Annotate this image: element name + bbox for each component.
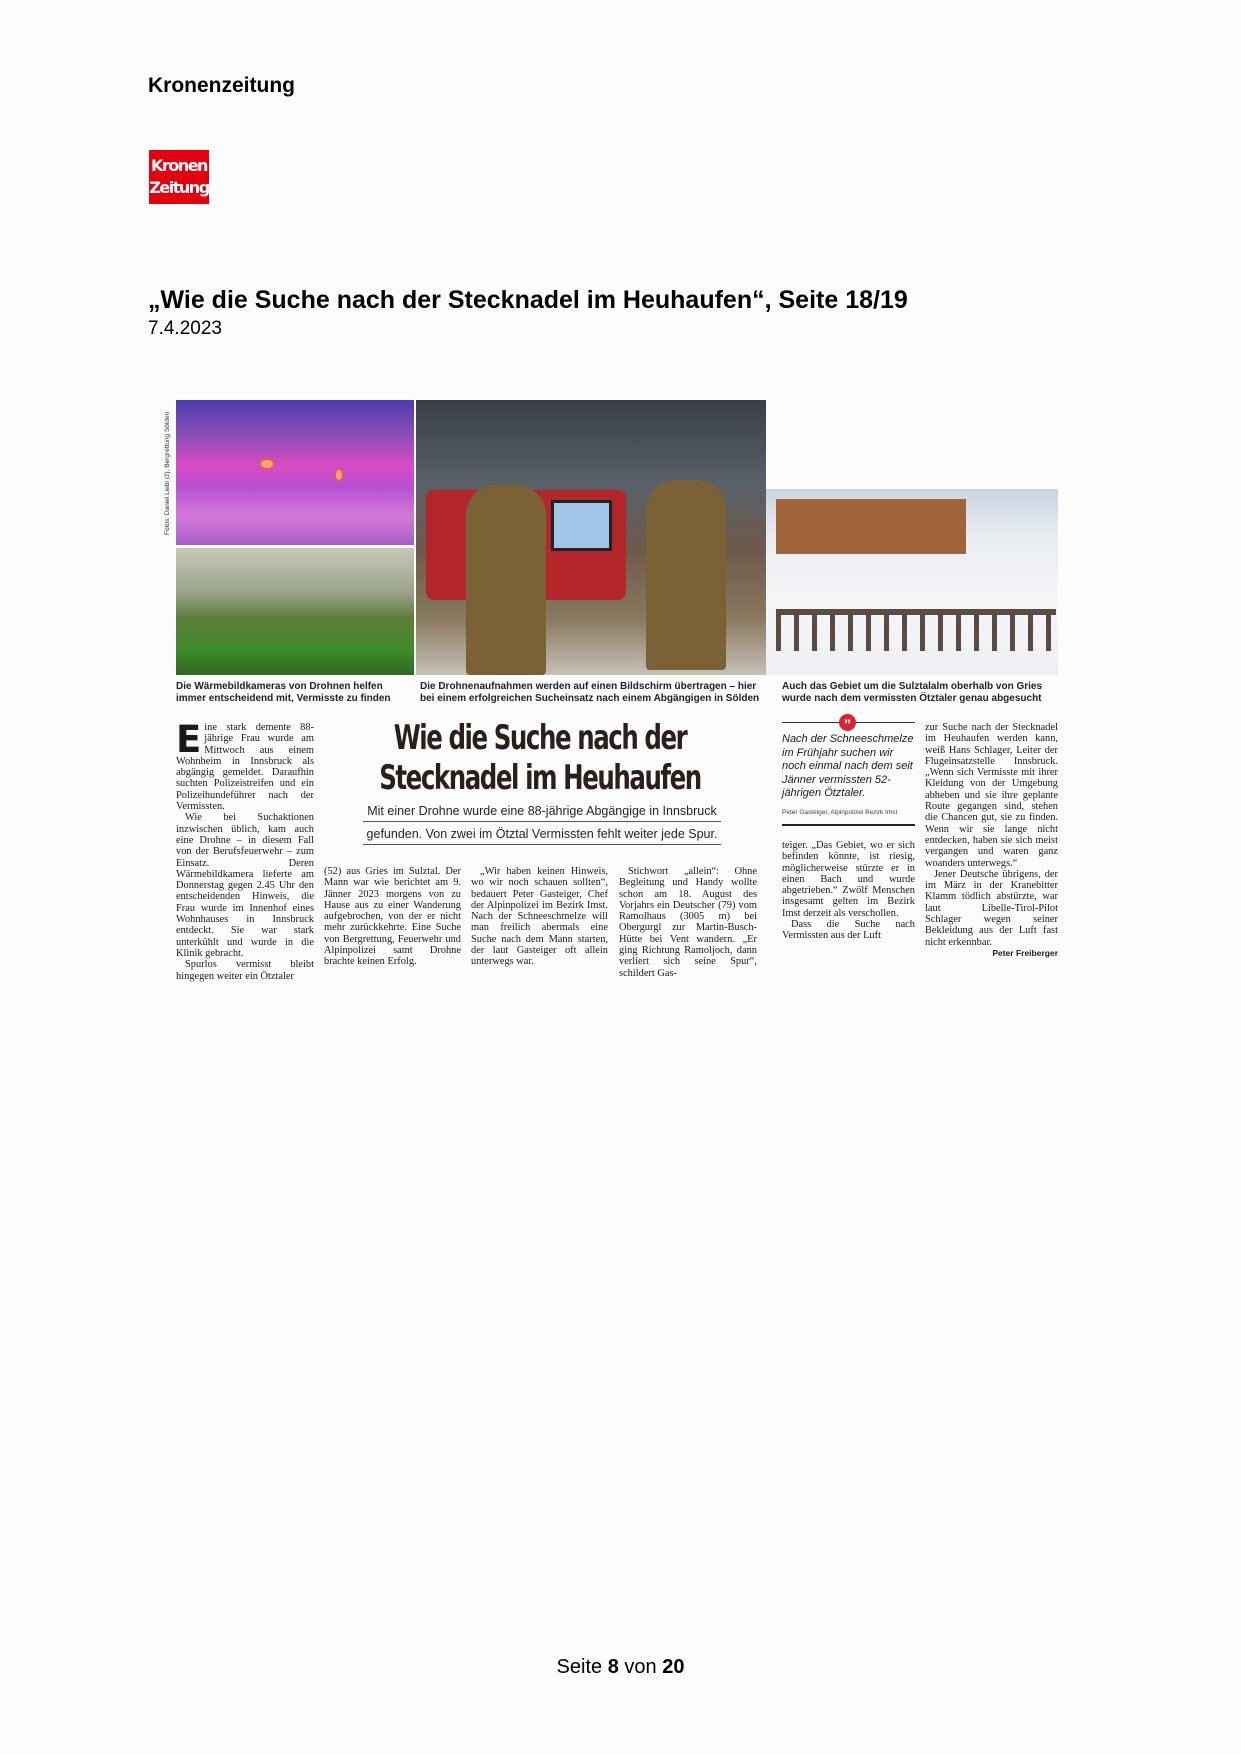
current-page: 8 <box>607 1656 619 1678</box>
article-column-6 <box>925 722 1058 959</box>
firefighters-drone-screen-photo <box>416 400 766 675</box>
paragraph: Dass die Suche nach Vermissten aus der Luft <box>782 919 915 942</box>
snowy-alm-photo <box>766 489 1058 675</box>
paragraph: Jener Deutsche übrigens, der im März in der Kranebitter Klamm tödlich abstürzte, war laut Libelle-Tirol-Pilot Schlager wegen seiner Bekleidung aus der Luft fast nicht erkennbar. <box>925 868 1058 948</box>
paragraph: „Wir haben keinen Hinweis, wo wir noch schauen sollten“, bedauert Peter Gasteiger, Chef der Alpinpolizei im Bezirk Imst. Nach der Schneeschmelze will man freilich abermals eine Suche nach dem Mann starten, der laut Gasteiger oft allein unterwegs war. <box>471 866 608 968</box>
pull-quote <box>782 713 915 826</box>
firefighter <box>646 480 726 670</box>
paragraph: Stichwort „allein“: Ohne Begleitung und Handy wollte schon am 18. August des Vorjahrs ein Deutscher (79) vom Ramolhaus (3005 m) bei Obergurgl zur Martin-Busch-Hütte bei Vent wandern. „Er ging Richtung Ramoljoch, dann verliert sich seine Spur“, schildert Gas- <box>619 866 757 979</box>
caption-drone: Die Drohnenaufnahmen werden auf einen Bildschirm übertragen – hier bei einem erfolgreichen Sucheinsatz nach einem Abgängigen in Sölden <box>420 681 760 704</box>
paragraph: zur Suche nach der Stecknadel im Heuhaufen werden kann, weiß Hans Schlager, Leiter der Flugeinsatzstelle Innsbruck. „Wenn sich Vermisste mit ihrer Kleidung von der Umgebung abheben und sie ihre geplante Route gegangen sind, stehen die Chancen gut, sie zu finden. Wenn wir sie lange nicht entdecken, haben sie sich meist vergangen und waren ganz woanders unterwegs.“ <box>925 722 1058 869</box>
footer-of: von <box>624 1656 657 1678</box>
subheadline-text: gefunden. Von zwei im Ötztal Vermissten fehlt weiter jede Spur. <box>363 824 722 845</box>
wooden-bridge <box>776 609 1056 651</box>
caption-thermal: Die Wärmebildkameras von Drohnen helfen immer entscheidend mit, Vermisste zu finden <box>176 681 391 704</box>
logo-line-1: Kronen <box>151 156 207 175</box>
subheadline-line-1 <box>342 801 742 822</box>
author-byline: Peter Freiberger <box>992 947 1058 958</box>
article-column-4 <box>619 866 757 979</box>
document-date: 7.4.2023 <box>148 318 222 339</box>
drop-cap: E <box>176 718 202 761</box>
quote-and-column-5 <box>782 713 915 942</box>
thermal-camera-photo <box>176 400 414 545</box>
caption-sulztalalm: Auch das Gebiet um die Sulztalalm oberhalb von Gries wurde nach dem vermissten Ötztaler genau abgesucht <box>782 681 1043 704</box>
firefighter <box>466 485 546 675</box>
photo-credit <box>164 405 178 535</box>
paragraph: ine stark demente 88-jährige Frau wurde am Mittwoch aus einem Wohnheim in Innsbruck als abgängig gemeldet. Daraufhin suchten Polizeistreifen und ein Polizeihundeführer nach der Vermissten. <box>176 722 314 813</box>
paragraph: teiger. „Das Gebiet, wo er sich befinden könnte, ist riesig, möglicherweise stürzte er in einen Bach und wurde abgetrieben.“ Zwölf Menschen insgesamt gelten im Bezirk Imst derzeit als verschollen. <box>782 839 915 919</box>
heat-spot <box>261 460 273 468</box>
source-name: Kronenzeitung <box>148 74 295 97</box>
document-title: „Wie die Suche nach der Stecknadel im Heuhaufen“, Seite 18/19 <box>148 286 908 314</box>
article-column-1 <box>176 718 314 982</box>
photo-credit-text: Fotos: Daniel Liebl (2), Bergrettung Sölden <box>164 411 171 535</box>
article-column-3 <box>471 866 608 968</box>
article-column-2 <box>324 866 461 968</box>
article-headline: Wie die Suche nach der Stecknadel im Heuhaufen <box>379 718 701 798</box>
paragraph: Wie bei Suchaktionen inzwischen üblich, kam auch eine Drohne – in diesem Fall von der Berufsfeuerwehr – zum Einsatz. Deren Wärmebildkamera lieferte am Donnerstag gegen 2.45 Uhr den entscheidenden Hinweis, die Frau wurde im Innenhof eines Wohnhauses in Innsbruck entdeckt. Sie war stark unterkühlt und wurde in die Klinik gebracht. <box>176 812 314 959</box>
quote-text: Nach der Schneeschmelze im Frühjahr suchen wir noch einmal nach dem seit Jänner vermissten 52-jährigen Ötztaler. <box>782 733 914 800</box>
heat-spot <box>336 470 342 480</box>
quote-author: Peter Gasteiger, Alpinpolizei Bezirk Imst <box>782 808 898 816</box>
quote-icon: ” <box>839 714 856 731</box>
subheadline-text: Mit einer Drohne wurde eine 88-jährige Abgängige in Innsbruck <box>363 801 721 822</box>
paragraph: Spurlos vermisst bleibt hingegen weiter ein Ötztaler <box>176 959 314 982</box>
landscape-photo <box>176 548 414 675</box>
logo-line-2: Zeitung <box>149 178 209 197</box>
alm-hut <box>776 499 966 554</box>
page-footer <box>0 1656 1241 1679</box>
paragraph: (52) aus Gries im Sulztal. Der Mann war wie berichtet am 9. Jänner 2023 morgens von zu Hause aus zu einer Wanderung aufgebrochen, von der er nicht mehr zurückkehrte. Eine Suche von Bergrettung, Feuerwehr und Alpinpolizei samt Drohne brachte keinen Erfolg. <box>324 866 461 968</box>
footer-prefix: Seite <box>556 1656 603 1678</box>
subheadline-line-2 <box>342 824 742 845</box>
drone-monitor <box>551 500 612 551</box>
article-column-5 <box>782 840 915 942</box>
total-pages: 20 <box>662 1656 685 1678</box>
kronen-zeitung-logo <box>149 150 209 204</box>
